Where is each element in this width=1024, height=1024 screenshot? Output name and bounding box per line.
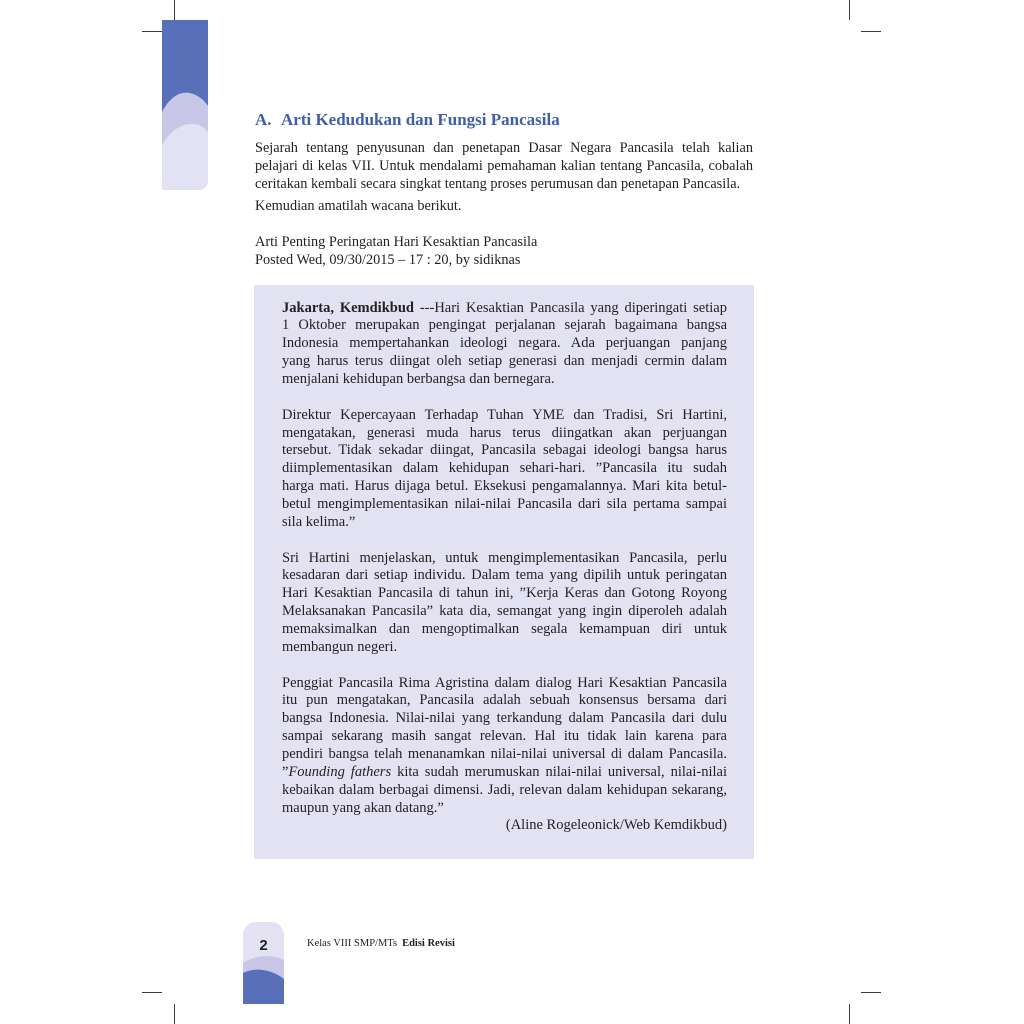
crop-mark xyxy=(861,31,881,32)
line-text: itu pun mengatakan, Pancasila adalah sebuah konsensus bersama dari xyxy=(282,692,727,709)
text-line xyxy=(282,585,727,603)
line-text: Penggiat Pancasila Rima Agristina dalam dialog Hari Kesaktian Pancasila xyxy=(282,674,727,691)
line-text: ---Hari Kesaktian Pancasila yang diperingati setiap xyxy=(413,299,727,316)
edition-label: Edisi Revisi xyxy=(402,938,455,949)
article-paragraph xyxy=(282,675,727,818)
article-paragraph xyxy=(282,407,727,532)
text-line xyxy=(282,317,727,335)
text-line xyxy=(255,139,753,157)
line-text: pendiri bangsa telah menanamkan nilai-nilai universal di dalam Pancasila. xyxy=(282,745,727,762)
line-text: ” xyxy=(282,763,289,780)
line-text: Sejarah tentang penyusunan dan penetapan Dasar Negara Pancasila telah kalian xyxy=(255,140,753,156)
text-line xyxy=(282,728,727,746)
line-text: pelajari di kelas VII. Untuk mendalami pemahaman kalian tentang Pancasila, cobalah xyxy=(255,158,753,174)
text-line xyxy=(282,478,727,496)
line-text: sampai sekarang masih sangat relevan. Hal itu tidak lain karena para xyxy=(282,728,727,745)
line-text: mengatakan, generasi muda harus terus diingatkan akan perjuangan xyxy=(282,424,727,441)
text-line xyxy=(282,514,727,532)
crop-mark xyxy=(861,992,881,993)
line-text: maupun yang akan datang.” xyxy=(282,799,444,816)
line-text: Hari Kesaktian Pancasila di tahun ini, ”Kerja Keras dan Gotong Royong xyxy=(282,585,727,602)
text-line xyxy=(282,300,727,318)
line-text: menjalani kehidupan berbangsa dan bernegara. xyxy=(282,370,555,387)
line-text: yang harus terus diingat oleh setiap generasi dan menjadi cermin dalam xyxy=(282,353,727,370)
line-text: betul mengimplementasikan nilai-nilai Pancasila dari sila pertama sampai xyxy=(282,495,727,512)
text-line xyxy=(282,460,727,478)
line-text: kesadaran dari setiap individu. Dalam tema yang dipilih untuk peringatan xyxy=(282,567,727,584)
running-footer xyxy=(307,938,455,950)
text-line xyxy=(282,353,727,371)
page-number: 2 xyxy=(259,937,268,954)
line-text: membangun negeri. xyxy=(282,638,398,655)
text-line xyxy=(282,800,727,818)
line-text: Direktur Kepercayaan Terhadap Tuhan YME dan Tradisi, Sri Hartini, xyxy=(282,406,727,423)
article-paragraph xyxy=(282,300,727,389)
text-line xyxy=(282,425,727,443)
text-line xyxy=(282,621,727,639)
text-line xyxy=(282,746,727,764)
text-line xyxy=(282,603,727,621)
text-line xyxy=(282,710,727,728)
line-text: bangsa Indonesia. Nilai-nilai yang terkandung dalam Pancasila dari dulu xyxy=(282,710,727,727)
line-text: Sri Hartini menjelaskan, untuk mengimplementasikan Pancasila, perlu xyxy=(282,549,727,566)
emphasized-text: Founding fathers xyxy=(288,763,392,780)
article-panel xyxy=(254,285,754,859)
section-number: A. xyxy=(255,110,272,129)
text-line xyxy=(282,675,727,693)
section-heading xyxy=(255,110,560,130)
text-line xyxy=(282,496,727,514)
article-posted-info: Posted Wed, 09/30/2015 – 17 : 20, by sidiknas xyxy=(255,252,521,268)
article-body xyxy=(282,300,727,836)
line-text: kebaikan dalam berbagai dimensi. Jadi, relevan dalam kehidupan sekarang, xyxy=(282,781,727,798)
article-paragraph xyxy=(282,550,727,657)
line-text: Melaksanakan Pancasila” kata dia, semangat yang ingin diperoleh adalah xyxy=(282,603,727,620)
crop-mark xyxy=(849,0,850,20)
text-line xyxy=(282,692,727,710)
chapter-side-tab xyxy=(162,20,208,190)
line-text: diimplementasikan dalam kehidupan sehari-hari. ”Pancasila itu sudah xyxy=(282,460,727,477)
text-line xyxy=(282,335,727,353)
text-line xyxy=(255,157,753,175)
line-text: 1 Oktober merupakan pengingat perjalanan sejarah bagaimana bangsa xyxy=(282,317,727,334)
dateline-text: Jakarta, Kemdikbud xyxy=(282,299,414,316)
intro-instruction: Kemudian amatilah wacana berikut. xyxy=(255,198,462,214)
intro-paragraph xyxy=(255,139,753,193)
text-line xyxy=(282,407,727,425)
crop-mark xyxy=(849,1004,850,1024)
line-text: ceritakan kembali secara singkat tentang proses perumusan dan penetapan Pancasila. xyxy=(255,176,741,192)
text-line xyxy=(282,782,727,800)
section-title: Arti Kedudukan dan Fungsi Pancasila xyxy=(281,110,560,129)
crop-mark xyxy=(174,0,175,20)
text-line xyxy=(282,567,727,585)
text-line xyxy=(282,639,727,657)
article-title: Arti Penting Peringatan Hari Kesaktian Pancasila xyxy=(255,234,538,250)
line-text: kita sudah merumuskan nilai-nilai universal, nilai-nilai xyxy=(391,763,727,780)
crop-mark xyxy=(142,992,162,993)
line-text: Indonesia mempertahankan ideologi negara. Ada perjuangan panjang xyxy=(282,335,727,352)
crop-mark xyxy=(174,1004,175,1024)
line-text: memaksimalkan dan mengoptimalkan segala kemampuan diri untuk xyxy=(282,620,727,637)
intro-text xyxy=(255,139,753,215)
line-text: harga mati. Harus dijaga betul. Eksekusi pengamalannya. Mari kita betul- xyxy=(282,478,727,495)
line-text: sila kelima.” xyxy=(282,513,356,530)
book-title: Kelas VIII SMP/MTs xyxy=(307,938,398,949)
page-number-tab xyxy=(243,922,284,1004)
article-meta xyxy=(255,233,753,269)
text-line xyxy=(282,442,727,460)
wave-decoration-icon xyxy=(162,20,208,190)
article-source: (Aline Rogeleonick/Web Kemdikbud) xyxy=(505,817,727,834)
crop-mark xyxy=(142,31,162,32)
wave-decoration-icon xyxy=(243,922,284,1004)
text-line xyxy=(282,550,727,568)
text-line xyxy=(282,764,727,782)
text-line xyxy=(255,175,753,193)
line-text: tersebut. Tidak sekadar diingat, Pancasila sebagai ideologi bangsa harus xyxy=(282,442,727,459)
text-line xyxy=(282,371,727,389)
